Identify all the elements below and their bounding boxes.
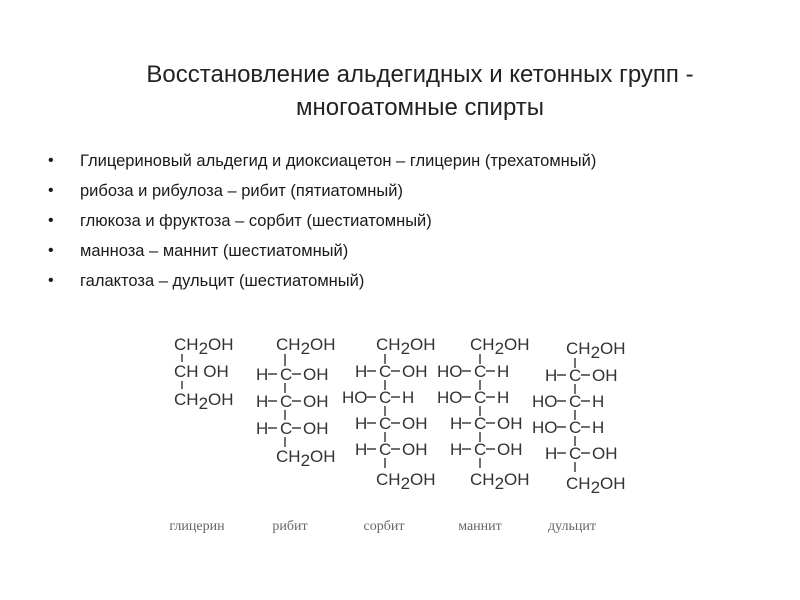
bullet-list: [48, 150, 748, 300]
caption-dulcitol: дульцит: [548, 519, 596, 534]
svg-text:OH: OH: [303, 392, 329, 411]
svg-text:C: C: [280, 392, 293, 411]
svg-text:CH2OH: CH2OH: [566, 474, 626, 497]
slide-title: [60, 58, 780, 124]
svg-text:H: H: [355, 440, 368, 459]
svg-text:C: C: [379, 414, 392, 433]
svg-text:H: H: [545, 366, 558, 385]
svg-text:CH2OH: CH2OH: [174, 335, 234, 358]
mannitol-formula: [437, 335, 530, 493]
svg-text:CH2OH: CH2OH: [276, 447, 336, 470]
svg-text:CH OH: CH OH: [174, 362, 229, 381]
caption-mannitol: маннит: [458, 519, 502, 534]
svg-text:H: H: [450, 414, 463, 433]
svg-text:C: C: [474, 362, 487, 381]
svg-text:H: H: [256, 419, 269, 438]
bullet-text: Глицериновый альдегид и диоксиацетон – глицерин (трехатомный): [80, 152, 597, 170]
svg-text:HO: HO: [532, 392, 558, 411]
bullet-text: манноза – маннит (шестиатомный): [80, 242, 349, 260]
svg-text:OH: OH: [497, 414, 523, 433]
bullet-text: рибоза и рибулоза – рибит (пятиатомный): [80, 182, 403, 200]
svg-text:OH: OH: [402, 362, 428, 381]
slide-title-line-1: Восстановление альдегидных и кетонных групп -: [146, 61, 694, 88]
bullet-marker: •: [48, 152, 54, 169]
svg-text:OH: OH: [592, 444, 618, 463]
svg-text:H: H: [402, 388, 415, 407]
svg-text:C: C: [569, 444, 582, 463]
svg-text:OH: OH: [303, 365, 329, 384]
bullet-marker: •: [48, 212, 54, 229]
svg-text:C: C: [569, 418, 582, 437]
polyol-structures-figure: [150, 325, 626, 550]
svg-text:C: C: [379, 362, 392, 381]
svg-text:C: C: [569, 366, 582, 385]
svg-text:H: H: [497, 362, 510, 381]
svg-text:C: C: [474, 388, 487, 407]
svg-text:CH2OH: CH2OH: [174, 390, 234, 413]
svg-text:CH2OH: CH2OH: [376, 470, 436, 493]
bullet-item: [48, 270, 748, 292]
ribitol-formula: [256, 335, 336, 470]
caption-glycerol: глицерин: [169, 519, 225, 534]
svg-text:H: H: [256, 392, 269, 411]
svg-text:CH2OH: CH2OH: [470, 335, 530, 358]
svg-text:OH: OH: [497, 440, 523, 459]
bullet-marker: •: [48, 242, 54, 259]
svg-text:H: H: [592, 392, 605, 411]
bullet-item: [48, 240, 748, 262]
bullet-text: галактоза – дульцит (шестиатомный): [80, 272, 365, 290]
svg-text:C: C: [280, 419, 293, 438]
svg-text:C: C: [280, 365, 293, 384]
svg-text:HO: HO: [342, 388, 368, 407]
caption-ribitol: рибит: [272, 519, 308, 534]
svg-text:H: H: [450, 440, 463, 459]
svg-text:HO: HO: [532, 418, 558, 437]
svg-text:OH: OH: [592, 366, 618, 385]
dulcitol-formula: [532, 339, 626, 497]
svg-text:CH2OH: CH2OH: [470, 470, 530, 493]
sorbitol-formula: [342, 335, 436, 493]
svg-text:OH: OH: [402, 440, 428, 459]
bullet-text: глюкоза и фруктоза – сорбит (шестиатомный): [80, 212, 432, 230]
bullet-item: [48, 150, 748, 172]
svg-text:C: C: [379, 388, 392, 407]
svg-text:CH2OH: CH2OH: [376, 335, 436, 358]
bullet-marker: •: [48, 272, 54, 289]
svg-text:H: H: [545, 444, 558, 463]
svg-text:C: C: [474, 440, 487, 459]
caption-sorbitol: сорбит: [363, 519, 405, 534]
slide-title-line-2: многоатомные спирты: [295, 94, 545, 121]
svg-text:CH2OH: CH2OH: [276, 335, 336, 358]
bullet-item: [48, 210, 748, 232]
svg-text:OH: OH: [303, 419, 329, 438]
svg-text:C: C: [569, 392, 582, 411]
bullet-item: [48, 180, 748, 202]
svg-text:H: H: [592, 418, 605, 437]
svg-text:HO: HO: [437, 388, 463, 407]
svg-text:C: C: [474, 414, 487, 433]
glycerol-formula: [174, 335, 234, 413]
svg-text:H: H: [256, 365, 269, 384]
bullet-marker: •: [48, 182, 54, 199]
svg-text:OH: OH: [402, 414, 428, 433]
svg-text:CH2OH: CH2OH: [566, 339, 626, 362]
svg-text:H: H: [355, 414, 368, 433]
svg-text:HO: HO: [437, 362, 463, 381]
svg-text:H: H: [497, 388, 510, 407]
svg-text:C: C: [379, 440, 392, 459]
svg-text:H: H: [355, 362, 368, 381]
structural-formulas-svg: [150, 325, 626, 550]
